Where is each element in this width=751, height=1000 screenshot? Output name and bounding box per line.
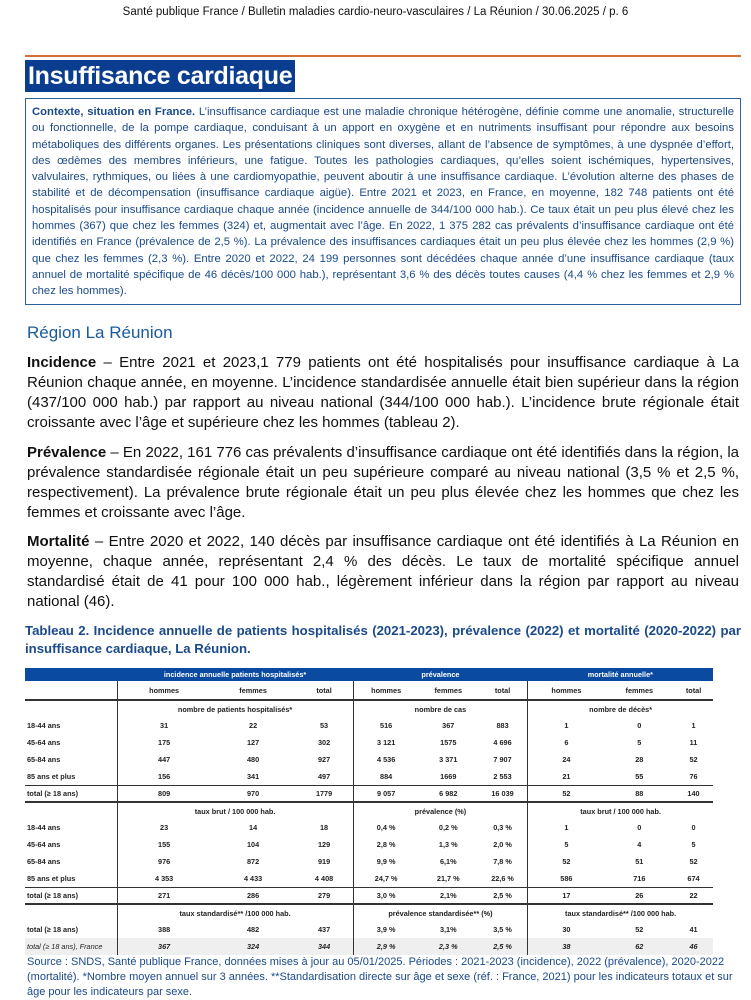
group-incidence: incidence annuelle patients hospitalisés* <box>117 668 353 681</box>
section-label: prévalence standardisée** (%) <box>353 904 528 921</box>
table-row <box>25 751 713 768</box>
table-cell: 28 <box>635 755 644 764</box>
running-head: Santé publique France / Bulletin maladies cardio-neuro-vasculaires / La Réunion / 30.06.2025 / p. 6 <box>122 6 629 18</box>
table-cell: 2 553 <box>493 771 512 781</box>
table-row <box>25 819 713 836</box>
table-cell: 279 <box>295 887 353 904</box>
table-cell: 21,7 % <box>436 873 460 883</box>
table-cell: 3,5 % <box>493 925 512 934</box>
section-label: nombre de décès* <box>528 700 713 717</box>
incidence-text: – Entre 2021 et 2023,1 779 patients ont été hospitalisés pour insuffisance cardiaque à La Réunion chaque année, en moyenne. L’incidence standardisée annuelle était bien supérieur dans la région (437/100 000 hab.) par rapport au niveau national (344/100 000 hab.). L’incidence brute régionale était croissante avec l’âge et supérieure chez les hommes (tableau 2). <box>27 354 739 431</box>
table-cell: 970 <box>211 785 296 802</box>
col-header: total <box>295 681 353 700</box>
table-cell: 5 <box>637 738 642 747</box>
table-cell: 23 <box>117 819 211 836</box>
table-cell: 24 <box>528 751 605 768</box>
section-label: prévalence (%) <box>353 802 528 819</box>
total-row <box>25 921 713 938</box>
table-row <box>25 836 713 853</box>
group-prevalence: prévalence <box>353 668 528 681</box>
table-cell: 21 <box>528 768 605 785</box>
table-cell: 51 <box>635 857 644 866</box>
table-row <box>25 768 713 785</box>
section-label-row <box>25 700 713 717</box>
table-cell: 1 <box>691 721 696 730</box>
table-cell: 5 <box>691 840 696 849</box>
table-cell: 516 <box>353 717 419 734</box>
table-cell: 129 <box>317 840 331 849</box>
table-cell: 6 982 <box>419 785 478 802</box>
table-row <box>25 717 713 734</box>
table-cell: 344 <box>295 938 353 955</box>
row-label: 85 ans et plus <box>27 873 76 883</box>
row-label: 65-84 ans <box>27 857 61 866</box>
row-label: total (≥ 18 ans) <box>27 925 79 934</box>
table-cell: 2,8 % <box>353 836 419 853</box>
incidence-paragraph <box>27 353 739 433</box>
france-row <box>25 938 713 955</box>
section-label: taux standardisé** /100 000 hab. <box>528 904 713 921</box>
table-cell: 4 536 <box>353 751 419 768</box>
table-cell: 52 <box>635 925 644 934</box>
table-cell: 41 <box>689 925 698 934</box>
section-label-row <box>25 802 713 819</box>
table-cell: 17 <box>528 887 605 904</box>
table-cell: 716 <box>633 873 646 883</box>
table-cell: 52 <box>689 857 698 866</box>
page-title: Insuffisance cardiaque <box>25 60 295 92</box>
row-label: total (≥ 18 ans) <box>25 887 117 904</box>
col-header: femmes <box>419 681 478 700</box>
table-row <box>25 853 713 870</box>
table-cell: 22 <box>249 721 258 730</box>
table-cell: 53 <box>319 721 329 730</box>
section-label: nombre de cas <box>353 700 528 717</box>
table-cell: 127 <box>247 738 260 747</box>
row-label: total (≥ 18 ans), France <box>25 938 117 955</box>
table-cell: 497 <box>317 771 331 781</box>
col-header: hommes <box>353 681 419 700</box>
table-cell: 367 <box>117 938 211 955</box>
table-cell: 38 <box>528 938 605 955</box>
table-cell: 976 <box>117 853 211 870</box>
table-cell: 883 <box>496 721 509 730</box>
table-cell: 62 <box>605 938 674 955</box>
table-cell: 884 <box>353 768 419 785</box>
table-cell: 2,5 % <box>478 887 528 904</box>
table-cell: 1779 <box>295 785 353 802</box>
row-label: 65-84 ans <box>27 755 61 764</box>
mortality-text: – Entre 2020 et 2022, 140 décès par insuffisance cardiaque ont été identifiés à La Réunion en moyenne, chaque année, représentant 2,4 % des décès. Le taux de mortalité spécifique annuel standardisé était de 41 pour 100 000 hab., légèrement inférieur dans la région par rapport au niveau national (46). <box>27 533 739 610</box>
table-body <box>25 700 713 955</box>
table-cell: 52 <box>689 755 698 764</box>
mortality-paragraph <box>27 532 739 612</box>
table-cell: 155 <box>117 836 211 853</box>
table-cell: 480 <box>247 755 260 764</box>
table-cell: 55 <box>635 771 644 781</box>
group-mortality: mortalité annuelle* <box>528 668 713 681</box>
table-cell: 674 <box>687 873 700 883</box>
table-cell: 1 <box>528 819 605 836</box>
table-cell: 341 <box>247 771 260 781</box>
table-cell: 4 353 <box>117 870 211 887</box>
table-row <box>25 870 713 887</box>
table-cell: 140 <box>674 785 713 802</box>
context-box <box>25 98 741 305</box>
table-cell: 14 <box>249 823 258 832</box>
table-cell: 919 <box>317 857 331 866</box>
table-cell: 3,1% <box>439 925 457 934</box>
table-cell: 3 121 <box>353 734 419 751</box>
table-cell: 1 <box>528 717 605 734</box>
section-label: nombre de patients hospitalisés* <box>117 700 353 717</box>
table-cell: 2,3 % <box>419 938 478 955</box>
col-header: femmes <box>211 681 296 700</box>
table-cell: 22,6 % <box>491 873 514 883</box>
row-label: 45-64 ans <box>27 840 61 849</box>
table-cell: 2,9 % <box>353 938 419 955</box>
table-cell: 22 <box>674 887 713 904</box>
table-cell: 175 <box>117 734 211 751</box>
table-cell: 1575 <box>440 738 457 747</box>
col-header: total <box>674 681 713 700</box>
table-cell: 31 <box>117 717 211 734</box>
table-cell: 388 <box>117 921 211 938</box>
prevalence-paragraph <box>27 443 739 523</box>
table-cell: 3,0 % <box>353 887 419 904</box>
section-label: taux standardisé** /100 000 hab. <box>117 904 353 921</box>
section-label-row <box>25 904 713 921</box>
table-cell: 24,7 % <box>353 870 419 887</box>
table-cell: 809 <box>117 785 211 802</box>
table-cell: 9 057 <box>353 785 419 802</box>
prevalence-text: – En 2022, 161 776 cas prévalents d’insuffisance cardiaque ont été identifiés dans la région, la prévalence standardisée régionale était un peu supérieure comparé au niveau national (3,5 % et 2,5 %, respectivement). La prévalence brute régionale était un peu plus élevée chez les hommes que chez les femmes et croissante avec l’âge. <box>27 444 739 521</box>
table-row <box>25 734 713 751</box>
col-header: hommes <box>117 681 211 700</box>
table-cell: 0,3 % <box>493 823 512 832</box>
table-cell: 26 <box>605 887 674 904</box>
source-note: Source : SNDS, Santé publique France, données mises à jour au 05/01/2025. Périodes : 2021-2023 (incidence), 2022 (prévalence), 2020-2022 (mortalité). *Nombre moyen annuel sur 3 années. **Standardisation directe sur âge et sexe (réf. : France, 2021) pour les indicateurs totaux et sur âge pour les indicateurs par sexe. <box>27 956 733 998</box>
table-cell: 104 <box>247 840 260 849</box>
table-cell: 11 <box>689 738 698 747</box>
table-cell: 88 <box>605 785 674 802</box>
table-cell: 302 <box>317 738 331 747</box>
table-cell: 0,4 % <box>353 819 419 836</box>
mortality-lead: Mortalité <box>27 533 90 550</box>
table-cell: 0,2 % <box>438 823 458 832</box>
table-cell: 6,1% <box>439 857 457 866</box>
total-row <box>25 785 713 802</box>
table-cell: 4 433 <box>243 873 263 883</box>
table-cell: 927 <box>317 755 331 764</box>
table-cell: 3 371 <box>439 755 458 764</box>
row-label: total (≥ 18 ans) <box>25 785 117 802</box>
table-cell: 9,9 % <box>353 853 419 870</box>
table-cell: 324 <box>211 938 296 955</box>
table-cell: 7,8 % <box>493 857 512 866</box>
section-label: taux brut / 100 000 hab. <box>117 802 353 819</box>
total-row <box>25 887 713 904</box>
table-cell: 0 <box>637 823 642 832</box>
table-cell: 1,3 % <box>438 840 458 849</box>
region-title: Région La Réunion <box>27 323 173 342</box>
table-cell: 5 <box>528 836 605 853</box>
row-label: 18-44 ans <box>27 823 61 832</box>
table-cell: 6 <box>528 734 605 751</box>
table-cell: 4 <box>637 840 642 849</box>
table-caption: Tableau 2. Incidence annuelle de patients hospitalisés (2021-2023), prévalence (2022) et mortalité (2020-2022) par insuffisance cardiaque, La Réunion. <box>25 623 741 656</box>
data-table <box>25 668 713 955</box>
table-cell: 2,5 % <box>478 938 528 955</box>
table-cell: 1669 <box>440 771 457 781</box>
row-label: 85 ans et plus <box>27 771 76 781</box>
table-cell: 2,0 % <box>493 840 512 849</box>
col-header: femmes <box>605 681 674 700</box>
table-cell: 367 <box>442 721 455 730</box>
table-cell: 16 039 <box>478 785 528 802</box>
table-cell: 156 <box>117 768 211 785</box>
section-divider <box>25 55 741 57</box>
row-label: 45-64 ans <box>27 738 61 747</box>
prevalence-lead: Prévalence <box>27 444 107 461</box>
col-header: hommes <box>528 681 605 700</box>
table-cell: 30 <box>528 921 605 938</box>
table-cell: 76 <box>689 771 698 781</box>
table-cell: 0 <box>637 721 642 730</box>
table-cell: 447 <box>117 751 211 768</box>
incidence-lead: Incidence <box>27 354 97 371</box>
context-lead: Contexte, situation en France. <box>32 106 196 118</box>
table-cell: 52 <box>528 785 605 802</box>
section-label: taux brut / 100 000 hab. <box>528 802 713 819</box>
table-cell: 437 <box>317 925 331 934</box>
table-cell: 4 408 <box>314 873 334 883</box>
table-cell: 3,9 % <box>353 921 419 938</box>
table-cell: 0 <box>691 823 696 832</box>
table-cell: 18 <box>319 823 329 832</box>
context-text: L’insuffisance cardiaque est une maladie chronique hétérogène, définie comme une anomalie, structurelle ou fonctionnelle, de la pompe cardiaque, conduisant à un apport en oxygène et en nutriments insuffisant pour répondre aux besoins métaboliques des différents organes. Les présentations cliniques sont diverses, allant de l’absence de symptômes, à une dyspnée d’effort, des œdèmes des membres inférieurs, une fatigue. Toutes les pathologies cardiaques, qu’elles soient ischémiques, hypertensives, valvulaires, rythmiques, ou liées à une cardiomyopathie, peuvent aboutir à une insuffisance cardiaque. L’évolution alterne des phases de stabilité et de décompensation (insuffisance cardiaque aigüe). Entre 2021 et 2023, en France, en moyenne, 182 748 patients ont été hospitalisés pour insuffisance cardiaque chaque année (incidence annuelle de 344/100 000 hab.). Ce taux était un peu plus élevé chez les hommes (367) que chez les femmes (324) et, augmentait avec l’âge. En 2022, 1 375 282 cas prévalents d’insuffisance cardiaque ont été identifiés en France (prévalence de 2,5 %). La prévalence des insuffisances cardiaques était un peu plus élevée chez les hommes (2,9 %) que chez les femmes (2,3 %). Entre 2020 et 2022, 24 199 personnes sont décédées chaque année d’une insuffisance cardiaque (taux annuel de mortalité spécifique de 46 décès/100 000 hab.), représentant 3,6 % des décès toutes causes (4,4 % chez les femmes et 2,9 % chez les hommes). <box>32 106 734 298</box>
table-sub-header <box>25 681 713 700</box>
table-cell: 482 <box>247 925 260 934</box>
table-cell: 271 <box>117 887 211 904</box>
table-cell: 4 696 <box>493 738 512 747</box>
table-cell: 46 <box>674 938 713 955</box>
table-cell: 7 907 <box>493 755 512 764</box>
table-cell: 586 <box>528 870 605 887</box>
col-header: total <box>478 681 528 700</box>
table-cell: 286 <box>211 887 296 904</box>
table-cell: 872 <box>247 857 260 866</box>
table-cell: 2,1% <box>419 887 478 904</box>
row-label: 18-44 ans <box>27 721 61 730</box>
table-group-header <box>25 668 713 681</box>
table-cell: 52 <box>528 853 605 870</box>
